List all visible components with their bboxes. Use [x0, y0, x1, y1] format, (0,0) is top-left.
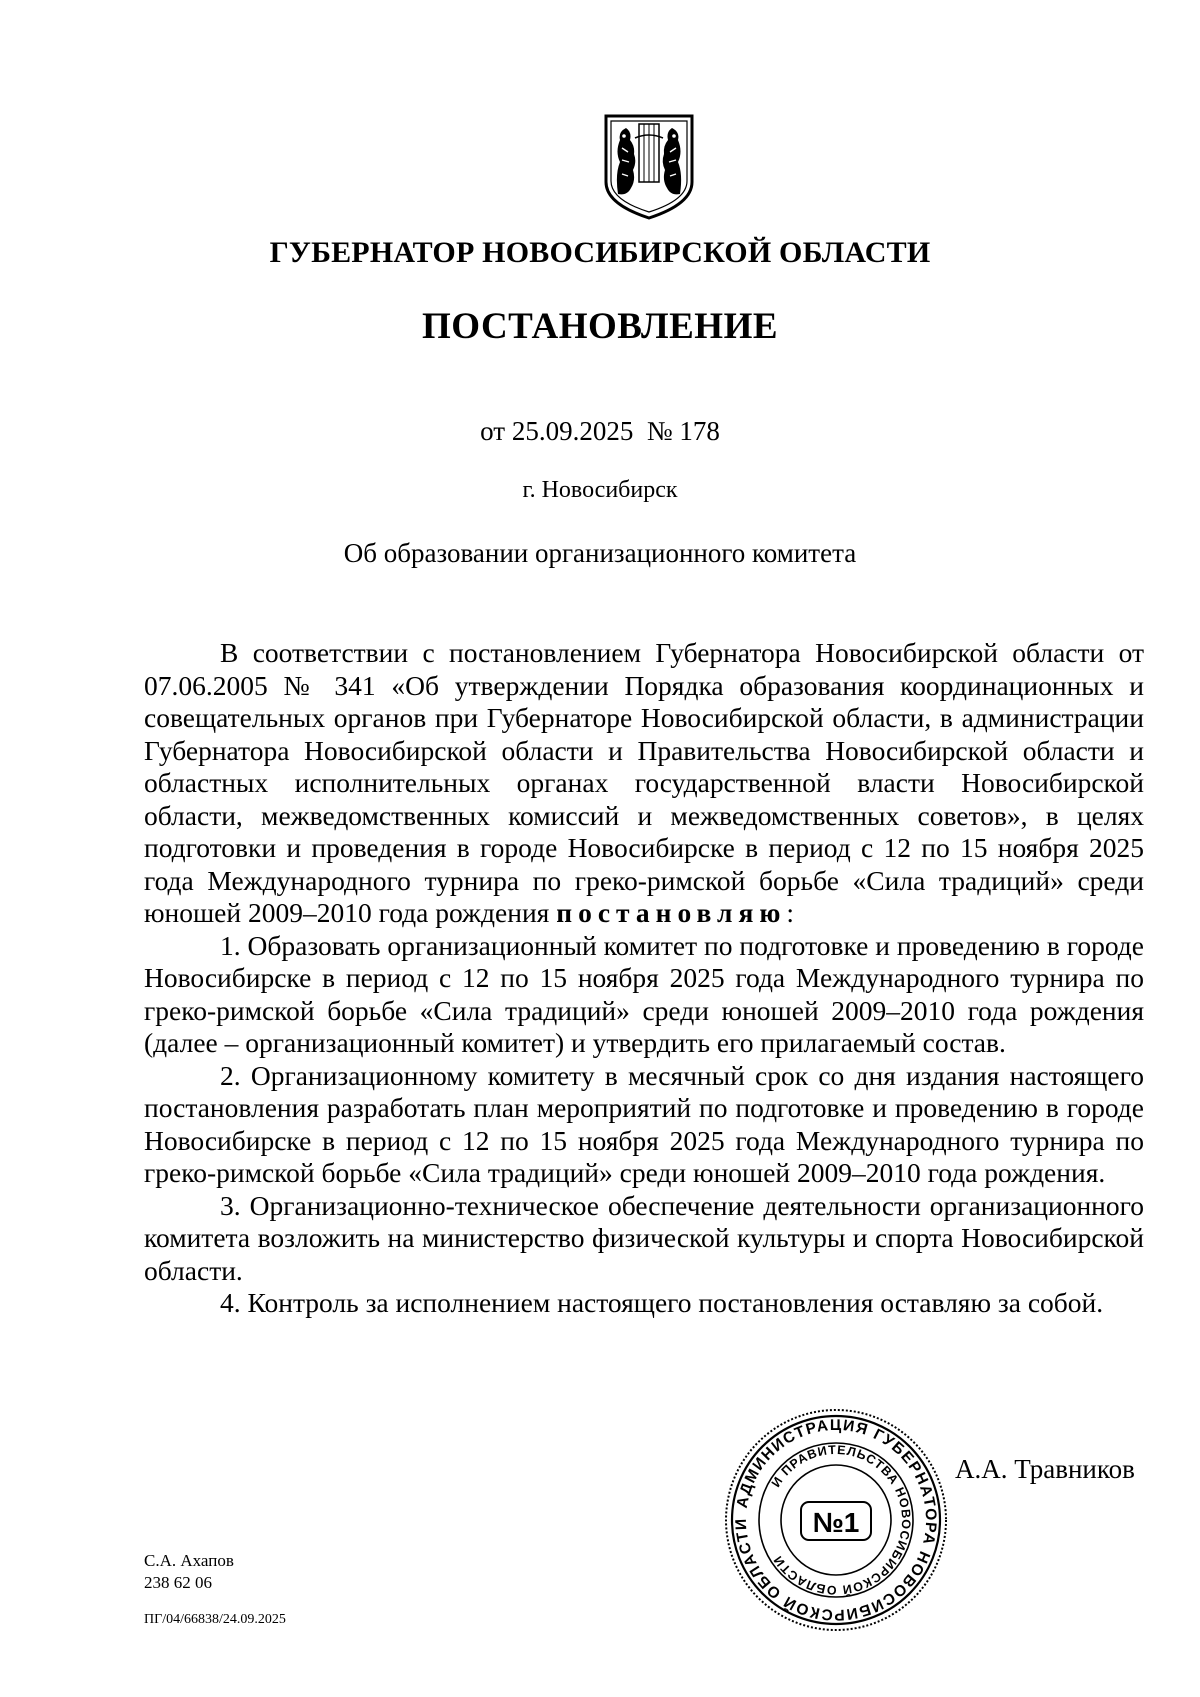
stamp-center-number: №1 [812, 1507, 860, 1538]
document-registration-code: ПГ/04/66838/24.09.2025 [144, 1612, 286, 1627]
document-city: г. Новосибирск [522, 477, 678, 503]
preamble-paragraph [144, 637, 1144, 930]
document-subject: Об образовании организационного комитета [343, 538, 857, 568]
decree-word: постановляю [556, 897, 787, 928]
date-prefix: от [480, 416, 506, 446]
executor-phone: 238 62 06 [144, 1573, 212, 1592]
stamp-outer-text: АДМИНИСТРАЦИЯ ГУБЕРНАТОРА НОВОСИБИРСКОЙ ОБЛАСТИ [732, 1416, 940, 1624]
document-date: 25.09.2025 [511, 416, 634, 446]
document-number: 178 [679, 416, 720, 446]
decree-suffix: : [786, 897, 794, 928]
authority-title: ГУБЕРНАТОР НОВОСИБИРСКОЙ ОБЛАСТИ [269, 236, 931, 269]
decree-item-4: 4. Контроль за исполнением настоящего постановления оставляю за собой. [220, 1287, 1104, 1318]
coat-of-arms-icon [602, 112, 696, 222]
executor-block [144, 1550, 234, 1594]
document-type-title: ПОСТАНОВЛЕНИЕ [421, 306, 779, 347]
number-sign: № [646, 416, 673, 446]
document-body [144, 637, 1144, 1320]
decree-item-2: 2. Организационному комитету в месячный срок со дня издания настоящего постановления разработать план мероприятий по подготовке и проведению в городе Новосибирске в период с 12 по 15 ноября 2025 года Международного турнира по греко-римской борьбе «Сила традиций» среди юношей 2009–2010 года рождения. [144, 1059, 1144, 1188]
signatory-name: А.А. Травников [955, 1454, 1135, 1484]
decree-item-1: 1. Образовать организационный комитет по подготовке и проведению в городе Новосибирске в период с 12 по 15 ноября 2025 года Международного турнира по греко-римской борьбе «Сила традиций» среди юношей 2009–2010 года рождения (далее – организационный комитет) и утвердить его прилагаемый состав. [144, 929, 1144, 1058]
stamp-inner-text: И ПРАВИТЕЛЬСТВА НОВОСИБИРСКОЙ ОБЛАСТИ [768, 1442, 914, 1598]
decree-item-3: 3. Организационно-техническое обеспечение деятельности организационного комитета возложить на министерство физической культуры и спорта Новосибирской области. [144, 1189, 1144, 1286]
executor-name: С.А. Ахапов [144, 1551, 234, 1570]
document-date-line [0, 416, 1200, 447]
official-stamp-seal [723, 1407, 949, 1633]
preamble-text: В соответствии с постановлением Губернатора Новосибирской области от 07.06.2005 № 341 «Об утверждении Порядка образования координационных и совещательных органов при Губернаторе Новосибирской области, в администрации Губернатора Новосибирской области и Правительства Новосибирской области и областных исполнительных органах государственной власти Новосибирской области, межведомственных комиссий и межведомственных советов», в целях подготовки и проведения в городе Новосибирске в период с 12 по 15 ноября 2025 года Международного турнира по греко-римской борьбе «Сила традиций» среди юношей 2009–2010 года рождения [144, 637, 1144, 928]
